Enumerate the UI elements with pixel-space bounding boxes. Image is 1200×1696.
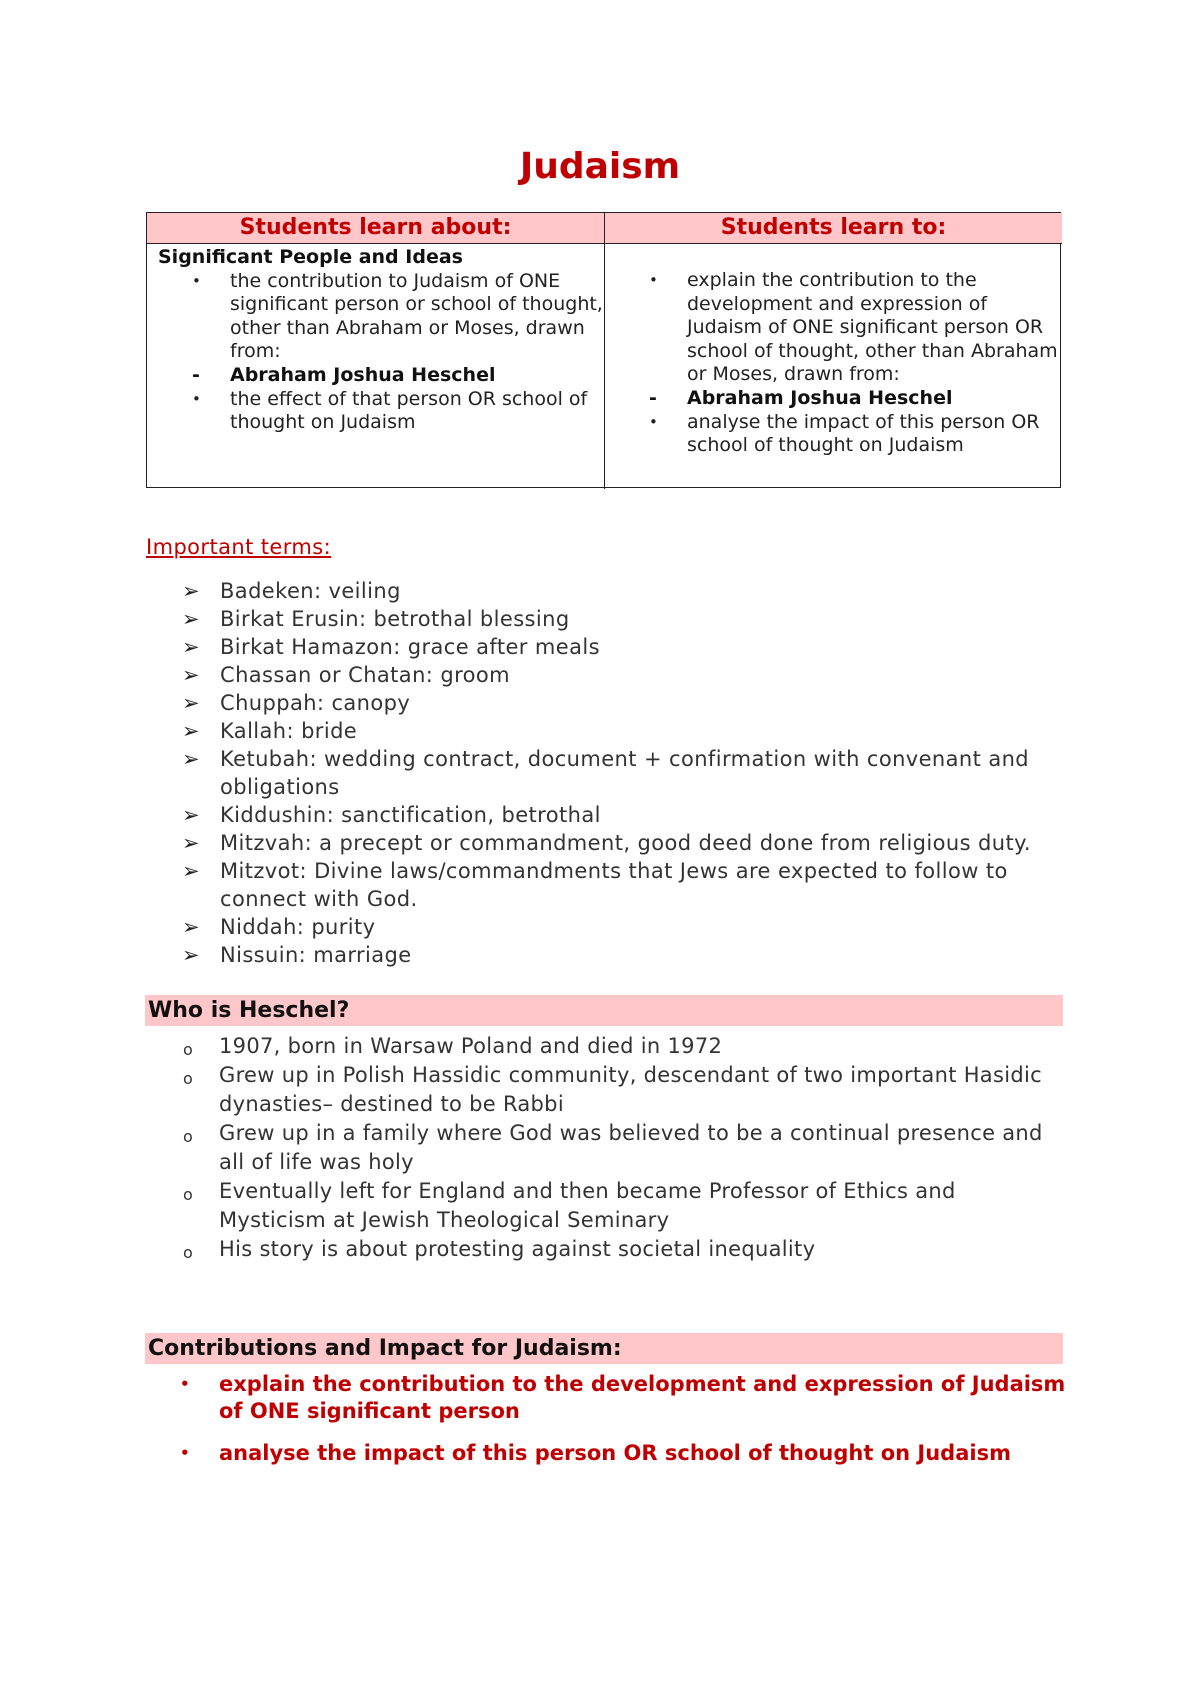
list-item-text: Grew up in Polish Hassidic community, descendant of two important Hasidic dynasties– destined to be Rabbi — [219, 1063, 1042, 1116]
list-item-text: Eventually left for England and then became Professor of Ethics and Mysticism at Jewish Theological Seminary — [219, 1179, 956, 1232]
term-item — [146, 661, 1066, 689]
circle-bullet-icon: o — [183, 1069, 194, 1088]
list-item-text: analyse the impact of this person OR school of thought on Judaism — [219, 1441, 1011, 1465]
arrow-bullet-icon: ➢ — [182, 691, 200, 715]
arrow-bullet-icon: ➢ — [182, 943, 200, 967]
bio-item — [146, 1032, 1066, 1061]
arrow-bullet-icon: ➢ — [182, 579, 200, 603]
table-list-item — [605, 387, 1062, 411]
list-item-text: Mitzvah: a precept or commandment, good deed done from religious duty. — [220, 831, 1031, 855]
who-is-heschel-heading: Who is Heschel? — [145, 995, 1063, 1026]
list-item-text: Mitzvot: Divine laws/commandments that Jews are expected to follow to connect with God. — [220, 859, 1008, 911]
syllabus-table — [146, 212, 1061, 488]
list-item-text: explain the contribution to the development and expression of Judaism of ONE significant person OR school of thought, other than Abraham or Moses, drawn from: — [687, 269, 1058, 386]
contributions-heading: Contributions and Impact for Judaism: — [145, 1333, 1063, 1364]
circle-bullet-icon: o — [183, 1243, 194, 1262]
bullet-icon: • — [192, 389, 201, 408]
learn-about-list — [158, 270, 604, 435]
list-item-text: 1907, born in Warsaw Poland and died in 1972 — [219, 1034, 723, 1058]
contribution-item — [146, 1440, 1066, 1467]
bullet-icon: • — [180, 1375, 190, 1393]
list-item-text: Badeken: veiling — [220, 579, 401, 603]
arrow-bullet-icon: ➢ — [182, 915, 200, 939]
list-item-text: Ketubah: wedding contract, document + confirmation with convenant and obligations — [220, 747, 1030, 799]
cell-heading: Significant People and Ideas — [158, 246, 463, 268]
table-list-item — [158, 388, 604, 435]
list-item-text: analyse the impact of this person OR school of thought on Judaism — [687, 410, 1040, 457]
bullet-icon: • — [180, 1444, 190, 1462]
circle-bullet-icon: o — [183, 1185, 194, 1204]
list-item-text: His story is about protesting against societal inequality — [219, 1237, 816, 1261]
term-item — [146, 941, 1066, 969]
bio-item — [146, 1061, 1066, 1119]
list-item-text: Chassan or Chatan: groom — [220, 663, 510, 687]
term-item — [146, 913, 1066, 941]
page-title: Judaism — [519, 146, 681, 187]
circle-bullet-icon: o — [183, 1040, 194, 1059]
contributions-list — [146, 1371, 1066, 1482]
table-list-item — [158, 270, 604, 364]
bullet-icon: • — [192, 271, 201, 290]
arrow-bullet-icon: ➢ — [182, 719, 200, 743]
list-item-text: Kallah: bride — [220, 719, 358, 743]
table-cell-learn-about — [147, 244, 605, 489]
arrow-bullet-icon: ➢ — [182, 803, 200, 827]
table-header-learn-to: Students learn to: — [605, 213, 1062, 244]
bio-item — [146, 1235, 1066, 1264]
important-terms-heading: Important terms: — [146, 535, 332, 559]
bullet-icon: • — [649, 271, 658, 289]
dash-marker: - — [192, 363, 200, 386]
term-item — [146, 857, 1066, 913]
arrow-bullet-icon: ➢ — [182, 607, 200, 631]
term-item — [146, 633, 1066, 661]
table-list-item — [605, 269, 1062, 387]
table-cell-learn-to — [605, 244, 1062, 489]
dash-marker: - — [649, 386, 657, 409]
table-header-learn-about: Students learn about: — [147, 213, 605, 244]
arrow-bullet-icon: ➢ — [182, 747, 200, 771]
term-item — [146, 745, 1066, 801]
term-item — [146, 717, 1066, 745]
bio-item — [146, 1177, 1066, 1235]
contribution-item — [146, 1371, 1066, 1425]
list-item-text: the contribution to Judaism of ONE significant person or school of thought, other than Abraham or Moses, drawn from: — [230, 269, 603, 363]
circle-bullet-icon: o — [183, 1127, 194, 1146]
heschel-bio-list — [146, 1032, 1066, 1264]
bio-item — [146, 1119, 1066, 1177]
list-item-text: Grew up in a family where God was believed to be a continual presence and all of life was holy — [219, 1121, 1043, 1174]
list-item-text: Nissuin: marriage — [220, 943, 412, 967]
arrow-bullet-icon: ➢ — [182, 663, 200, 687]
table-list-item — [158, 364, 604, 388]
list-item-text: explain the contribution to the development and expression of Judaism of ONE significant person — [219, 1372, 1066, 1423]
term-item — [146, 829, 1066, 857]
table-list-item — [605, 411, 1062, 458]
important-terms-list — [146, 577, 1066, 969]
list-item-text: Kiddushin: sanctification, betrothal — [220, 803, 601, 827]
list-item-text: Abraham Joshua Heschel — [230, 363, 496, 386]
list-item-text: Birkat Erusin: betrothal blessing — [220, 607, 570, 631]
list-item-text: Niddah: purity — [220, 915, 376, 939]
term-item — [146, 801, 1066, 829]
arrow-bullet-icon: ➢ — [182, 831, 200, 855]
list-item-text: the effect of that person OR school of thought on Judaism — [230, 387, 588, 434]
term-item — [146, 605, 1066, 633]
list-item-text: Abraham Joshua Heschel — [687, 386, 953, 409]
list-item-text: Birkat Hamazon: grace after meals — [220, 635, 600, 659]
arrow-bullet-icon: ➢ — [182, 859, 200, 883]
arrow-bullet-icon: ➢ — [182, 635, 200, 659]
list-item-text: Chuppah: canopy — [220, 691, 411, 715]
term-item — [146, 577, 1066, 605]
bullet-icon: • — [649, 412, 658, 431]
learn-to-list — [605, 269, 1062, 458]
term-item — [146, 689, 1066, 717]
